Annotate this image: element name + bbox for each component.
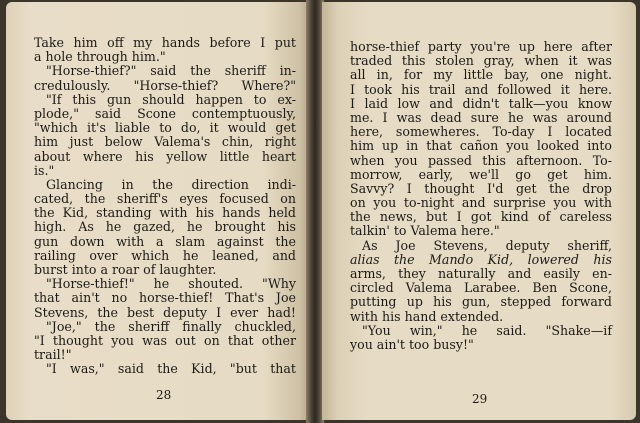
text-line: traded this stolen gray, when it was — [350, 53, 612, 69]
text-line: morrow, early, we'll go get him. — [350, 166, 612, 182]
left-page — [6, 2, 308, 420]
text-line: putting up his gun, stepped forward — [350, 294, 612, 310]
text-line: horse-thief party you're up here after — [350, 39, 612, 54]
text-line: is." — [34, 162, 55, 178]
text-line: on you to-night and surprise you with — [350, 195, 612, 211]
text-line: I took his trail and followed it here. — [350, 81, 612, 97]
text-line: him just below Valema's chin, right — [34, 134, 296, 150]
text-line: circled Valema Larabee. Ben Scone, — [350, 280, 612, 296]
text-line: me. I was dead sure he was around — [350, 109, 612, 125]
text-line: "You win," he said. "Shake—if — [362, 322, 612, 338]
text-line: high. As he gazed, he brought his — [34, 219, 296, 235]
text-line: trail!" — [34, 347, 72, 363]
text-line: Savvy? I thought I'd get the drop — [350, 180, 612, 196]
text-line: credulously. "Horse-thief? Where?" — [34, 77, 296, 93]
text-line: plode," said Scone contemptuously, — [34, 105, 296, 121]
text-line: burst into a roar of laughter. — [34, 262, 217, 277]
text-line: when you passed this afternoon. To- — [350, 152, 612, 168]
text-line: him up in that cañon you looked into — [350, 138, 612, 154]
text-line: cated, the sheriff's eyes focused on — [34, 191, 296, 207]
text-line: railing over which he leaned, and — [34, 247, 296, 263]
text-line: "If this gun should happen to ex- — [46, 91, 296, 107]
page-number: 29 — [472, 392, 488, 406]
text-line: Take him off my hands before I put — [34, 35, 296, 50]
text-line: Glancing in the direction indi- — [46, 176, 296, 192]
text-line: "Horse-thief!" he shouted. "Why — [46, 276, 296, 292]
text-line: with his hand extended. — [350, 308, 504, 324]
text-line: "I was," said the Kid, "but that — [46, 361, 296, 377]
text-line: alias the Mando Kid, lowered his — [350, 251, 612, 267]
text-line: I laid low and didn't talk—you know — [350, 95, 612, 111]
text-line: "Horse-thief?" said the sheriff in- — [46, 63, 296, 79]
text-line: here, somewheres. To-day I located — [350, 124, 612, 140]
text-line: As Joe Stevens, deputy sheriff, — [362, 237, 612, 253]
text-line: gun down with a slam against the — [34, 233, 296, 249]
text-line: "Joe," the sheriff finally chuckled, — [46, 318, 296, 334]
page-number: 28 — [156, 388, 172, 402]
text-line: you ain't too busy!" — [350, 336, 474, 352]
text-line: the Kid, standing with his hands held — [34, 205, 296, 221]
text-line: all in, for my little bay, one night. — [350, 67, 612, 83]
right-page — [322, 2, 636, 420]
text-line: "which it's liable to do, it would get — [34, 120, 296, 136]
text-line: that ain't no horse-thief! That's Joe — [34, 290, 296, 306]
text-line: arms, they naturally and easily en- — [350, 266, 612, 281]
left-page-text — [34, 36, 296, 377]
right-page-text — [350, 40, 612, 352]
text-line: the news, but I got kind of careless — [350, 209, 612, 225]
text-line: about where his yellow little heart — [34, 148, 296, 164]
text-line: "I thought you was out on that other — [34, 332, 296, 348]
text-line: Stevens, the best deputy I ever had! — [34, 304, 296, 320]
text-line: talkin' to Valema here." — [350, 223, 500, 239]
text-line: a hole through him." — [34, 49, 166, 65]
